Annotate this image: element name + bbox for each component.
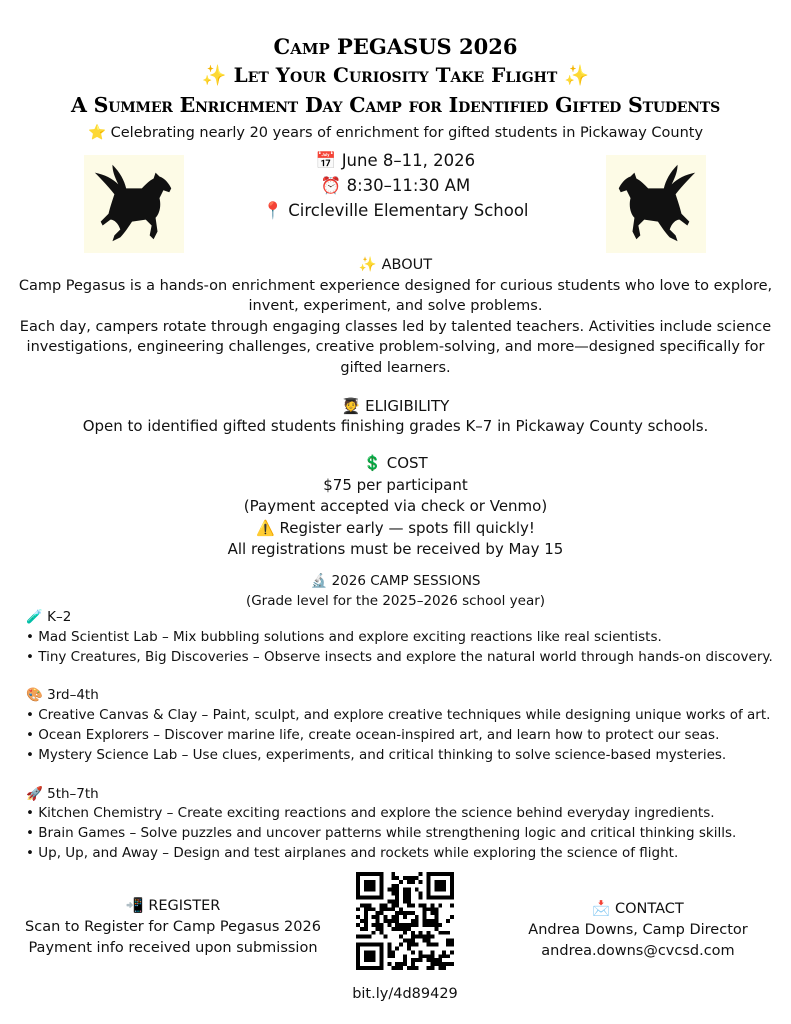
eligibility-heading	[0, 396, 791, 416]
cost-price: $75 per participant	[323, 475, 468, 494]
pin-icon: 📍	[262, 201, 284, 220]
group-label	[26, 608, 786, 628]
event-time-text: 8:30–11:30 AM	[346, 176, 471, 195]
about-heading	[0, 255, 791, 276]
cost-warning-text: Register early — spots fill quickly!	[279, 518, 535, 537]
register-link[interactable]: bit.ly/4d89429	[352, 986, 458, 1002]
sparkles-icon: ✨	[201, 63, 227, 87]
contact-email[interactable]: andrea.downs@cvcsd.com	[541, 943, 735, 959]
contact-name: Andrea Downs, Camp Director	[528, 922, 748, 938]
eligibility-text: Open to identified gifted students finishing grades K–7 in Pickaway County schools.	[82, 417, 709, 435]
microscope-icon: 🔬	[310, 573, 328, 589]
cost-deadline: All registrations must be received by May 15	[227, 540, 564, 558]
list-item: • Up, Up, and Away – Design and test airplanes and rockets while exploring the science of flight.	[26, 844, 679, 861]
list-item: • Mad Scientist Lab – Mix bubbling solutions and explore exciting reactions like real scientists.	[26, 628, 662, 645]
envelope-icon: 📩	[592, 901, 611, 917]
eligibility-heading-text: ELIGIBILITY	[365, 397, 450, 415]
about-section	[0, 255, 791, 378]
session-group-3-4	[26, 686, 786, 765]
about-p1-line2: invent, experiment, and solve problems.	[248, 298, 543, 314]
register-heading	[14, 896, 332, 917]
event-location-text: Circleville Elementary School	[288, 201, 529, 220]
register-line1: Scan to Register for Camp Pegasus 2026	[25, 919, 321, 935]
event-date-text: June 8–11, 2026	[341, 151, 476, 170]
list-item: • Ocean Explorers – Discover marine life, create ocean-inspired art, and learn how to protect our seas.	[26, 726, 720, 743]
qr-code[interactable]	[356, 872, 454, 970]
palette-icon: 🎨	[26, 687, 43, 704]
session-group-5-7	[26, 785, 786, 864]
sessions-heading	[0, 571, 791, 591]
sessions-header	[0, 571, 791, 611]
contact-heading	[518, 899, 758, 920]
celebrate-text: Celebrating nearly 20 years of enrichment for gifted students in Pickaway County	[110, 125, 704, 141]
star-icon: ⭐	[87, 125, 107, 141]
cost-section	[0, 453, 791, 561]
list-item: • Tiny Creatures, Big Discoveries – Observe insects and explore the natural world through hands-on discovery.	[26, 648, 773, 665]
test-tube-icon: 🧪	[26, 609, 43, 625]
session-group-k2	[26, 608, 786, 667]
about-p2-line2: investigations, engineering challenges, creative problem-solving, and more—designed specifically for	[26, 339, 765, 355]
contact-block	[518, 899, 758, 962]
cost-payment: (Payment accepted via check or Venmo)	[243, 497, 548, 515]
sessions-heading-text: 2026 CAMP SESSIONS	[331, 573, 481, 589]
warning-icon: ⚠️	[256, 518, 275, 537]
cost-heading	[0, 453, 791, 475]
contact-heading-text: CONTACT	[614, 901, 684, 917]
list-item: • Brain Games – Solve puzzles and uncover patterns while strengthening logic and critical thinking skills.	[26, 825, 737, 842]
eligibility-section	[0, 396, 791, 436]
sparkles-icon: ✨	[564, 63, 590, 87]
rocket-icon: 🚀	[26, 785, 43, 802]
tagline-text: Let Your Curiosity Take Flight	[233, 63, 558, 87]
register-line2: Payment info received upon submission	[28, 940, 318, 956]
group-label-text: K–2	[47, 609, 72, 625]
register-heading-text: REGISTER	[148, 898, 221, 914]
sessions-note: (Grade level for the 2025–2026 school year)	[245, 593, 546, 609]
calendar-icon: 📅	[315, 151, 337, 170]
about-p2-line3: gifted learners.	[340, 359, 451, 376]
group-label-text: 3rd–4th	[47, 687, 99, 704]
group-label	[26, 686, 786, 706]
cost-heading-text: COST	[386, 454, 428, 472]
pegasus-logo-right-icon	[606, 155, 706, 253]
celebrate-line	[0, 124, 791, 141]
about-heading-text: ABOUT	[381, 257, 433, 273]
group-label-text: 5th–7th	[47, 785, 99, 802]
student-icon: 🧑‍🎓	[341, 397, 361, 415]
list-item: • Creative Canvas & Clay – Paint, sculpt, and explore creative techniques while designing unique works of art.	[26, 707, 771, 724]
register-block	[14, 896, 332, 959]
cost-warning	[0, 518, 791, 540]
subtitle: A Summer Enrichment Day Camp for Identified Gifted Students	[70, 93, 721, 117]
pegasus-logo-left-icon	[84, 155, 184, 253]
group-label	[26, 785, 786, 805]
tagline	[0, 63, 791, 87]
about-p1-line1: Camp Pegasus is a hands-on enrichment experience designed for curious students who love to explore,	[18, 277, 773, 294]
page-title: Camp PEGASUS 2026	[273, 34, 518, 59]
dollar-icon: 💲	[363, 454, 382, 472]
list-item: • Mystery Science Lab – Use clues, experiments, and critical thinking to solve science-based mysteries.	[26, 746, 727, 763]
alarm-clock-icon: ⏰	[320, 176, 342, 195]
phone-arrow-icon: 📲	[125, 898, 144, 914]
list-item: • Kitchen Chemistry – Create exciting reactions and explore the science behind everyday ingredients.	[26, 805, 715, 822]
sessions-list	[26, 608, 786, 883]
sparkles-icon: ✨	[358, 257, 377, 273]
about-p2-line1: Each day, campers rotate through engaging classes led by talented teachers. Activities include science	[19, 318, 772, 335]
